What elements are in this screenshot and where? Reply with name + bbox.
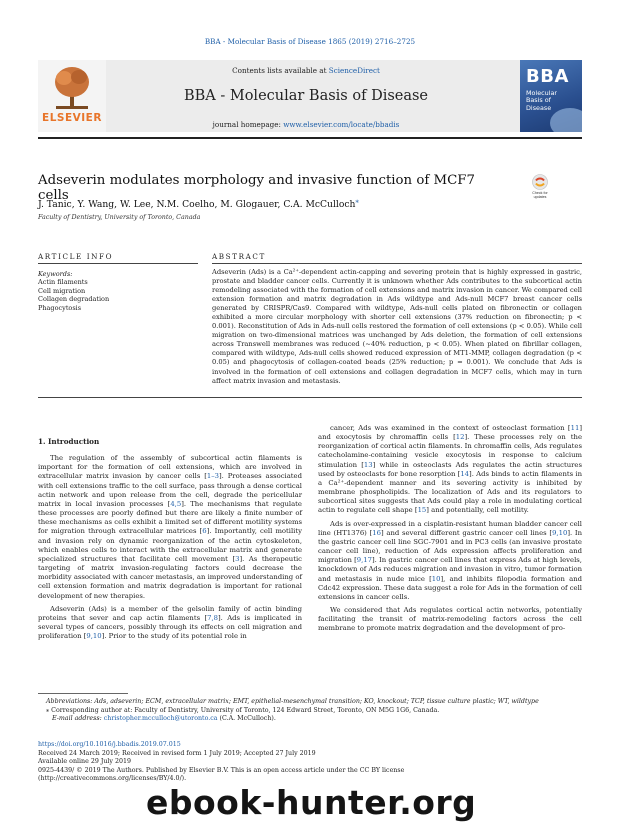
journal-homepage-line xyxy=(106,120,506,129)
header-divider xyxy=(38,137,582,139)
elsevier-wordmark: ELSEVIER xyxy=(42,112,102,124)
publication-info xyxy=(38,741,582,784)
email-suffix: (C.A. McCulloch). xyxy=(217,715,276,723)
left-paragraphs xyxy=(38,454,302,641)
abbreviations-footnote: Abbreviations: Ads, adseverin; ECM, extracellular matrix; EMT, epithelial-mesenchymal transition; KO, knockout; TCP, tissue culture plastic; WT, wildtype xyxy=(46,698,539,705)
authors-text: J. Tanic, Y. Wang, W. Lee, N.M. Coelho, M. Glogauer, C.A. McCulloch xyxy=(38,199,356,211)
received-dates: Received 24 March 2019; Received in revised form 1 July 2019; Accepted 27 July 2019 xyxy=(38,749,316,757)
cover-subtitle-line: Basis of xyxy=(526,96,551,105)
email-footnote xyxy=(38,715,582,724)
citation-link[interactable]: 9,10 xyxy=(86,632,102,641)
sciencedirect-link[interactable]: ScienceDirect xyxy=(328,66,380,75)
paragraph-text: ]. As therapeutic targeting of matrix invasion-regulating factors could decrease the morbidity associated with cancer metastasis, an improved understanding of cell extension formation and matrix degradation is important for rational development of new therapies. xyxy=(38,554,302,600)
article-title: Adseverin modulates morphology and invasive function of MCF7 cells xyxy=(38,173,475,203)
paragraph-text: ] and potentially, cell motility. xyxy=(426,506,529,515)
citation-link[interactable]: 9,10 xyxy=(552,528,568,537)
doi-link[interactable]: https://doi.org/10.1016/j.bbadis.2019.07.015 xyxy=(38,741,181,748)
elsevier-tree-icon xyxy=(52,64,92,110)
body-paragraph xyxy=(318,606,582,633)
citation-link[interactable]: 13 xyxy=(363,460,373,469)
abstract-text: Adseverin (Ads) is a Ca²⁺-dependent actin-capping and severing protein that is highly expressed in gastric, prostate and bladder cancer cells. Currently it is unknown whether Ads contributes to the subcortical actin remodeling associated with the formation of cell extensions and matrix invasion in cancer. We compared cell extension formation and matrix degradation in Ads wildtype and Ads-null MCF7 breast cancer cells generated by CRISPR/Cas9. Compared with wildtype, Ads-null cells plated on fibronectin or collagen exhibited a more circular morphology with shorter cell extensions (37% reduction on fibronectin; p < 0.001). Reconstitution of Ads in Ads-null cells restored the formation of cell extensions (p < 0.05). While cell migration on two-dimensional matrices was unchanged by Ads deletion, the formation of cell extensions across Transwell membranes was reduced (~40% reduction, p < 0.05). When plated on fibrillar collagen, compared with wildtype, Ads-null cells showed reduced expression of MT1-MMP, collagen degradation (p < 0.05) and phagocytosis of collagen-coated beads (25% reduction; p = 0.001). We conclude that Ads is involved in the formation of cell extensions and collagen degradation in MCF7 cells, which may in turn affect matrix invasion and metastasis. xyxy=(212,268,582,385)
running-header[interactable]: BBA - Molecular Basis of Disease 1865 (2019) 2716–2725 xyxy=(204,37,416,46)
citation-link[interactable]: 15 xyxy=(417,506,427,515)
paragraph-text: ]. The mechanisms that regulate these processes are poorly defined but there are likely a finite number of these mechanisms as cells exhibit a limited set of different motility systems for migration through extracellular matrices [ xyxy=(38,499,302,536)
body-paragraph xyxy=(318,424,582,516)
paragraph-text: ]. Importantly, cell motility and invasion rely on dynamic reorganization of the actin cytoskeleton, which enables cells to interact with the extracellular matrix and generate specialized structures that facilitate cell movement [ xyxy=(38,527,302,563)
keyword-item: Phagocytosis xyxy=(38,303,82,312)
homepage-link[interactable]: www.elsevier.com/locate/bbadis xyxy=(283,120,400,129)
citation-link[interactable]: 6 xyxy=(202,527,207,536)
paragraph-text: ] while in osteoclasts Ads regulates the actin structures used by osteoclasts for bone resorption [ xyxy=(318,460,582,478)
contents-prefix: Contents lists available at xyxy=(232,66,329,75)
article-info-heading: ARTICLE INFO xyxy=(38,252,114,261)
check-for-updates-badge[interactable] xyxy=(527,173,553,199)
paragraph-text: cancer, Ads was examined in the context of osteoclast formation [ xyxy=(330,424,571,432)
citation-link[interactable]: 1–3 xyxy=(206,472,219,481)
citation-link[interactable]: 7,8 xyxy=(207,613,219,622)
paragraph-text: Adseverin (Ads) is a member of the gelsolin family of actin binding proteins that sever and cap actin filaments [ xyxy=(38,604,302,622)
body-paragraph xyxy=(38,605,302,642)
abstract-bottom-rule xyxy=(38,397,582,398)
email-label: E-mail address: xyxy=(52,715,104,723)
paragraph-text: ]. Proteases associated with cell extensions traffic to the cell surface, pass through a dense cortical actin network and upon release from the cell, degrade the pericellular matrix in local invasion processes [ xyxy=(38,472,302,508)
paragraph-text: ]. Ads binds to actin filaments in a Ca²⁺-dependent manner and its severing activity is inhibited by membrane phospholipids. The localization of Ads and its regulators to subcortical sites suggests that Ads could play a role in modulating cortical actin to regulate cell shape [ xyxy=(318,469,582,515)
paragraph-text: ] and exocytosis by chromaffin cells [ xyxy=(318,424,582,442)
body-column-right xyxy=(318,424,582,637)
homepage-prefix: journal homepage: xyxy=(212,120,284,129)
paragraph-text: ], and inhibits filopodia formation and Cdc42 expression. These data suggest a role for Ads in the formation of cell extensions in cancer cells. xyxy=(318,574,582,601)
email-link[interactable]: christopher.mcculloch@utoronto.ca xyxy=(103,715,218,723)
cover-subtitle xyxy=(526,90,557,112)
cover-abbrev: BBA xyxy=(526,66,569,87)
paragraph-text: Ads is over-expressed in a cisplatin-resistant human bladder cancer cell line (HT1376) [ xyxy=(318,519,582,537)
paragraph-text: ]. Prior to the study of its potential role in xyxy=(101,632,247,641)
keywords-label: Keywords: xyxy=(38,270,73,278)
paragraph-text: ]. Ads is implicated in several types of cancers, possibly through its effects on cell migration and proliferation [ xyxy=(38,613,302,641)
body-paragraph xyxy=(318,520,582,602)
right-paragraphs xyxy=(318,424,582,633)
check-updates-icon xyxy=(527,173,553,199)
affiliation: Faculty of Dentistry, University of Toronto, Canada xyxy=(38,214,201,221)
cover-subtitle-line: Disease xyxy=(526,103,552,112)
corresponding-author-mark[interactable]: ⁎ xyxy=(355,197,359,205)
citation-link[interactable]: 3 xyxy=(235,554,240,563)
check-updates-line1: Check for xyxy=(532,191,548,195)
citation-link[interactable]: 4,5 xyxy=(170,499,182,508)
check-updates-line2: updates xyxy=(533,195,547,199)
body-column-left xyxy=(38,437,302,645)
footnote-rule xyxy=(38,693,128,694)
watermark: ebook-hunter.org xyxy=(146,783,477,822)
keyword-item: Actin filaments xyxy=(38,278,88,287)
citation-link[interactable]: 14 xyxy=(460,469,470,478)
paragraph-text: ] and several different gastric cancer cell lines [ xyxy=(380,528,553,537)
citation-link[interactable]: 10 xyxy=(431,574,441,583)
paragraph-text: ]. In the gastric cancer cell line SGC-7901 and in PC3 cells (an invasive prostate cancer cell line), reduction of Ads expression affects proliferation and migration [ xyxy=(318,528,582,565)
journal-title: BBA - Molecular Basis of Disease xyxy=(183,88,429,104)
abstract-heading: ABSTRACT xyxy=(212,252,266,261)
keyword-item: Cell migration xyxy=(38,286,86,295)
contents-line xyxy=(106,66,506,75)
license-url[interactable]: (http://creativecommons.org/licenses/BY/4.0/). xyxy=(38,775,187,783)
elsevier-logo xyxy=(38,60,106,132)
author-list xyxy=(38,197,508,210)
citation-link[interactable]: 12 xyxy=(455,433,465,442)
paragraph-text: The regulation of the assembly of subcortical actin filaments is important for the formation of cell extensions, which are involved in extracellular matrix invasion by cancer cells [ xyxy=(38,454,302,481)
paragraph-text: ]. In gastric cancer cell lines that express Ads at high levels, knockdown of Ads reduces migration and invasion in vitro, tumor formation and metastasis in nude mice [ xyxy=(318,556,582,583)
citation-link[interactable]: 9,17 xyxy=(356,556,372,565)
cover-subtitle-line: Molecular xyxy=(526,89,558,97)
paragraph-text: ]. These processes rely on the reorganization of cortical actin filaments. In chromaffin cells, Ads regulates catecholamine-containing vesicle exocytosis in response to calcium stimulation [ xyxy=(318,433,582,469)
keywords-block xyxy=(38,270,198,312)
article-info-rule xyxy=(38,263,198,264)
corresponding-author-footnote: ⁎ Corresponding author at: Faculty of Dentistry, University of Toronto, 124 Edward Street, Toronto, ON M5G 1G6, Canada. xyxy=(46,706,440,714)
keyword-item: Collagen degradation xyxy=(38,295,110,304)
abstract-rule xyxy=(212,263,582,264)
citation-link[interactable]: 11 xyxy=(570,424,580,432)
available-online: Available online 29 July 2019 xyxy=(38,758,132,766)
copyright-line: 0925-4439/ © 2019 The Authors. Published by Elsevier B.V. This is an open access article under the CC BY license xyxy=(38,766,405,774)
journal-cover-image xyxy=(520,60,582,132)
citation-link[interactable]: 16 xyxy=(372,528,381,537)
paragraph-text: We considered that Ads regulates cortical actin networks, potentially facilitating the transit of matrix-remodeling factors across the cell membrane to promote matrix degradation and the development of pro- xyxy=(318,605,582,633)
introduction-heading: 1. Introduction xyxy=(38,437,100,446)
footnotes xyxy=(38,698,582,724)
body-paragraph xyxy=(38,454,302,601)
